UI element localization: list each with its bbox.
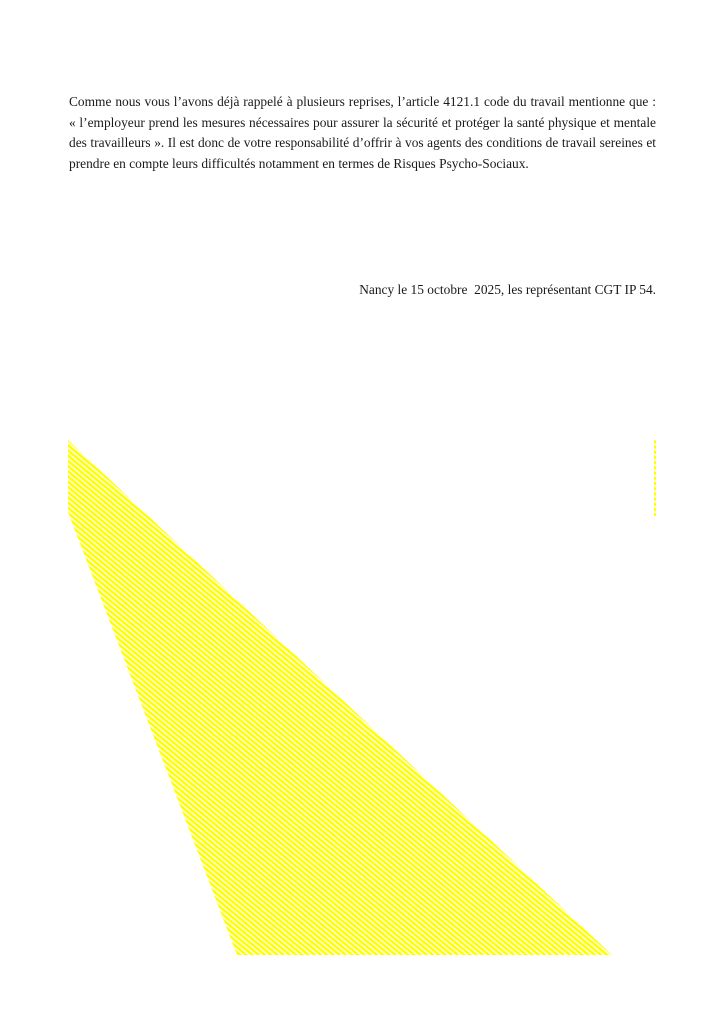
highlight-triangle xyxy=(68,440,612,955)
highlight-edge-mark xyxy=(654,440,656,516)
body-paragraph: Comme nous vous l’avons déjà rappelé à plusieurs reprises, l’article 4121.1 code du travail mentionne que : « l’employeur prend les mesures nécessaires pour assurer la sécurité et protéger la santé physique et mentale des travailleurs ». Il est donc de votre responsabilité d’offrir à vos agents des conditions de travail sereines et prendre en compte leurs difficultés notamment en termes de Risques Psycho-Sociaux. xyxy=(69,94,656,171)
signature-line: Nancy le 15 octobre 2025, les représentant CGT IP 54. xyxy=(359,282,656,297)
